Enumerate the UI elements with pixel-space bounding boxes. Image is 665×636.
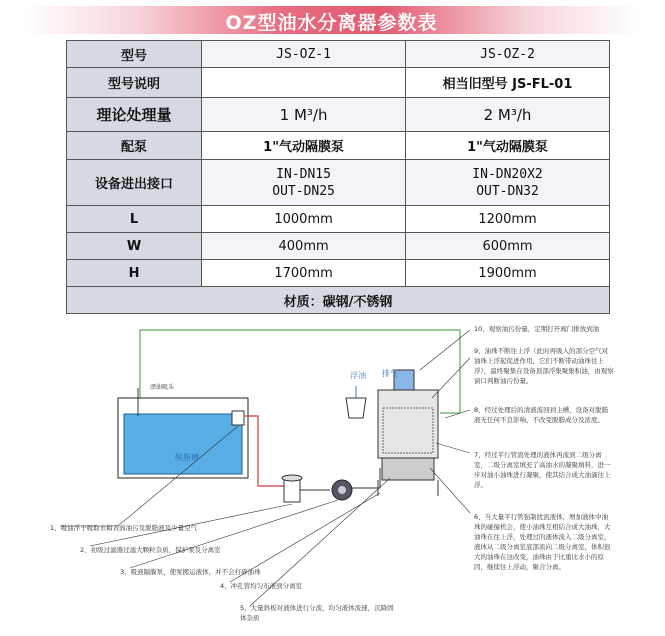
note-right-9: 9、油珠不断往上浮（此时再吸入的部分空气对油珠上浮起促进作用，它们不断带动油珠往上浮），最终聚集在设备顶部浮集聚集积油，由观察窗口判断油污份量。 — [474, 347, 614, 385]
note-left-5: 5、大量斜板对液体进行分流，均匀液体流速，沉降固体杂质 — [240, 604, 394, 622]
separator-base — [382, 458, 434, 480]
page-title: OZ型油水分离器参数表 — [225, 12, 438, 34]
tank-water — [124, 414, 242, 474]
row-value: 1200mm — [406, 206, 610, 233]
filter-cap — [282, 475, 302, 481]
table-row — [67, 233, 610, 260]
pump-outlet-pipe — [352, 468, 380, 488]
row-value: 相当旧型号 JS-FL-01 — [406, 68, 610, 98]
row-label: W — [67, 233, 202, 260]
leader-line — [420, 330, 470, 370]
float-label: 漂油吸头 — [150, 384, 175, 391]
row-value — [202, 68, 406, 98]
row-value: 1000mm — [202, 206, 406, 233]
note-right-10: 10、观察油污份量，定期打开阀门排放到油 — [474, 325, 600, 333]
tank-label: 脱脂槽 — [175, 453, 199, 462]
title-banner — [24, 6, 639, 34]
table-row — [67, 160, 610, 206]
suction-pipe — [245, 416, 290, 486]
row-value: 1 M³/h — [202, 98, 406, 132]
vent-label: 排气 — [382, 369, 398, 378]
note-left-1: 1、吸油浮子吸取水箱表面油污及脱脂液及少量空气 — [50, 524, 198, 532]
row-label: 理论处理量 — [67, 98, 202, 132]
row-value: 400mm — [202, 233, 406, 260]
header-col1: JS-OZ-1 — [202, 41, 406, 68]
note-left-4: 4、冲孔管均匀布液到分离室 — [220, 582, 303, 590]
row-label: H — [67, 260, 202, 287]
oil-label: 浮油 — [350, 371, 366, 380]
table-row — [67, 132, 610, 160]
leader-line — [445, 410, 470, 418]
row-value: 1"气动隔膜泵 — [202, 132, 406, 160]
header-col2: JS-OZ-2 — [406, 41, 610, 68]
float-suction-head — [232, 411, 244, 425]
row-label: 配泵 — [67, 132, 202, 160]
note-left-3: 3、吸液隔膜泵，使泵搬运液体，并不会打碎油珠 — [120, 568, 261, 576]
oil-bucket — [346, 398, 366, 418]
table-row — [67, 260, 610, 287]
table-row — [67, 98, 610, 132]
leader-line — [430, 468, 470, 513]
material-row: 材质：碳钢/不锈钢 — [67, 287, 610, 314]
table-row — [67, 206, 610, 233]
row-value: 2 M³/h — [406, 98, 610, 132]
row-value: 1"气动隔膜泵 — [406, 132, 610, 160]
spec-table — [66, 40, 610, 314]
header-label: 型号 — [67, 41, 202, 68]
row-label: 型号说明 — [67, 68, 202, 98]
row-value: IN-DN15 OUT-DN25 — [202, 160, 406, 206]
row-label: L — [67, 206, 202, 233]
row-value: IN-DN20X2 OUT-DN32 — [406, 160, 610, 206]
pump-core — [338, 486, 346, 494]
row-value: 600mm — [406, 233, 610, 260]
separator-body — [378, 390, 438, 458]
table-header-row — [67, 41, 610, 68]
filter-housing — [284, 478, 300, 502]
table-row — [67, 68, 610, 98]
row-value: 1700mm — [202, 260, 406, 287]
leader-line — [436, 443, 470, 453]
leader-line — [432, 358, 470, 398]
note-right-6: 6、当大量平行管强制扰流液体，增加液体中油珠的碰撞机会，使小油珠互相结合成大油珠，大油珠在往上浮，处理过的液体流入二级分离室，液体从二级分离室底部流向二级分离室，体积很大的油珠在这改变，油珠由于比重比水小的原因，继续往上浮动，聚合分离。 — [474, 513, 611, 571]
note-right-8: 8、经过处理后的清液流回到主槽，设备对脱脂液无任何不良影响、不改变脱脂成分及浓度。 — [474, 406, 609, 424]
note-left-2: 2、初级过滤器过滤大颗粒杂质，保护泵及分离室 — [80, 546, 221, 554]
table-row — [67, 287, 610, 314]
row-value: 1900mm — [406, 260, 610, 287]
note-right-7: 7、经过平行管流处理的液体再流到二级分离室，二级分离室填充了高油水的凝聚填料，进一步对油小油珠进行凝聚，使其结合成大油滴往上浮。 — [474, 451, 611, 489]
row-label: 设备进出接口 — [67, 160, 202, 206]
leader-line — [130, 500, 338, 568]
